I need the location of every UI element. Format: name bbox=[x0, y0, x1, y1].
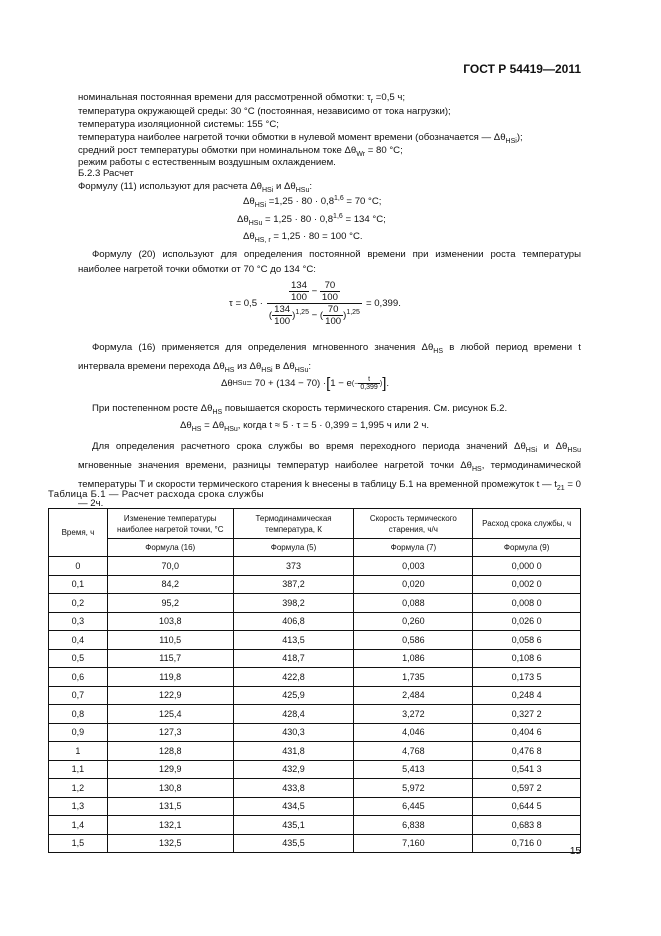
table-cell: 373 bbox=[233, 557, 354, 576]
page-number: 15 bbox=[569, 846, 581, 857]
formula-9-label: Формула (9) bbox=[473, 539, 581, 557]
formula-11-intro: Формулу (11) используют для расчета $\Delta\theta_{HSi}$ и $\Delta\theta_{HSu}$: bbox=[78, 181, 313, 194]
table-cell: 122,9 bbox=[107, 686, 233, 705]
table-cell: 0,716 0 bbox=[473, 834, 581, 853]
table-row bbox=[49, 631, 581, 650]
table-cell: 0,9 bbox=[49, 723, 108, 742]
table-row bbox=[49, 797, 581, 816]
table-cell: 128,8 bbox=[107, 742, 233, 761]
table-cell: 0 bbox=[49, 557, 108, 576]
table-cell: 413,5 bbox=[233, 631, 354, 650]
table-cell: 433,8 bbox=[233, 779, 354, 798]
table-cell: 435,5 bbox=[233, 834, 354, 853]
table-cell: 0,058 6 bbox=[473, 631, 581, 650]
table-cell: 431,8 bbox=[233, 742, 354, 761]
table-cell: 0,026 0 bbox=[473, 612, 581, 631]
table-row bbox=[49, 649, 581, 668]
table-cell: 0,404 6 bbox=[473, 723, 581, 742]
table-intro-text: Для определения расчетного срока службы во время переходного периода значений $\Delta\theta_{HSi}$ и $\Delta\theta_{HSu}$ мгновенные значения времени, разницы температур наиболее нагретой точки $\Delta\theta_{HS}$, термодинамической температуры T и скорости термического старения k внесены в таблицу Б.1 на временной промежуток t — $t_{21} = 0$ — 2ч. bbox=[78, 441, 581, 509]
table-cell: 5,413 bbox=[354, 760, 473, 779]
table-cell: 406,8 bbox=[233, 612, 354, 631]
param-ambient: температура окружающей среды: 30 °С (постоянная, независимо от тока нагрузки); bbox=[78, 106, 451, 117]
table-cell: 103,8 bbox=[107, 612, 233, 631]
table-cell: 0,5 bbox=[49, 649, 108, 668]
table-cell: 7,160 bbox=[354, 834, 473, 853]
document-header: ГОСТ Р 54419—2011 bbox=[463, 62, 581, 76]
table-row bbox=[49, 686, 581, 705]
table-cell: 0,586 bbox=[354, 631, 473, 650]
header-aging-rate: Скорость термического старения, ч/ч bbox=[354, 509, 473, 539]
settling-equation: $\Delta\theta_{HS} = \Delta\theta_{HSu}$, когда t ≈ 5 · τ = 5 · 0,399 = 1,995 ч или 2 ч. bbox=[180, 420, 430, 433]
table-cell: 0,008 0 bbox=[473, 594, 581, 613]
formula-16-label: Формула (16) bbox=[107, 539, 233, 557]
table-row bbox=[49, 723, 581, 742]
table-cell: 0,260 bbox=[354, 612, 473, 631]
table-cell: 5,972 bbox=[354, 779, 473, 798]
param-time-constant: номинальная постоянная времени для рассмотренной обмотки: $\tau_r =0,5$ ч; bbox=[78, 92, 406, 105]
table-cell: 0,6 bbox=[49, 668, 108, 687]
table-row bbox=[49, 742, 581, 761]
table-cell: 428,4 bbox=[233, 705, 354, 724]
header-thermo-temp: Термодинамическая температура, К bbox=[233, 509, 354, 539]
table-row bbox=[49, 760, 581, 779]
table-cell: 430,3 bbox=[233, 723, 354, 742]
table-cell: 0,020 bbox=[354, 575, 473, 594]
table-cell: 0,7 bbox=[49, 686, 108, 705]
table-cell: 1,4 bbox=[49, 816, 108, 835]
table-cell: 0,4 bbox=[49, 631, 108, 650]
table-cell: 387,2 bbox=[233, 575, 354, 594]
table-cell: 0,8 bbox=[49, 705, 108, 724]
table-row bbox=[49, 594, 581, 613]
table-cell: 1,086 bbox=[354, 649, 473, 668]
transient-equation: Δθ HSu = 70 + (134 − 70) · [ 1 − e (− $\frac{t}{0,399}$ ) ] . bbox=[221, 375, 390, 392]
header-life-consumption: Расход срока службы, ч bbox=[473, 509, 581, 539]
table-cell: 132,5 bbox=[107, 834, 233, 853]
table-cell: 2,484 bbox=[354, 686, 473, 705]
table-cell: 418,7 bbox=[233, 649, 354, 668]
tau-main-fraction: $\frac{134}{100}$ − $\frac{70}{100}$ ( $\frac{134}{100}$ )$^{1,25}$ − ( $\frac{70}{100}$ )$^{1,25}$ bbox=[268, 280, 360, 327]
table-cell: 4,768 bbox=[354, 742, 473, 761]
equation-hsr: $\Delta\theta_{HS, r} = 1,25 \cdot 80 = 100$ °С. bbox=[243, 231, 363, 244]
aging-growth-text: При постепенном росте $\Delta\theta_{HS}$ повышается скорость термического старения. См. рисунок Б.2. bbox=[92, 403, 508, 416]
table-cell: 0,327 2 bbox=[473, 705, 581, 724]
table-cell: 0,541 3 bbox=[473, 760, 581, 779]
aging-table bbox=[48, 508, 581, 853]
table-cell: 0,108 6 bbox=[473, 649, 581, 668]
table-cell: 435,1 bbox=[233, 816, 354, 835]
formula-16-text: Формула (16) применяется для определения мгновенного значения $\Delta\theta_{HS}$ в любой период времени t интервала времени перехода $\Delta\theta_{HS}$ из $\Delta\theta_{HSi}$ в $\Delta\theta_{HSu}$: bbox=[78, 342, 581, 374]
table-cell: 0,476 8 bbox=[473, 742, 581, 761]
table-row bbox=[49, 705, 581, 724]
table-cell: 0,248 4 bbox=[473, 686, 581, 705]
equation-hsi: $\Delta\theta_{HSi} =1,25 \cdot 80 \cdot 0,8^{1,6} = 70$ °С; bbox=[243, 195, 382, 210]
table-row bbox=[49, 612, 581, 631]
table-cell: 0,003 bbox=[354, 557, 473, 576]
table-cell: 0,1 bbox=[49, 575, 108, 594]
table-cell: 1 bbox=[49, 742, 108, 761]
table-cell: 0,173 5 bbox=[473, 668, 581, 687]
table-row bbox=[49, 816, 581, 835]
table-cell: 0,683 8 bbox=[473, 816, 581, 835]
table-cell: 1,2 bbox=[49, 779, 108, 798]
param-cooling: режим работы с естественным воздушным охлаждением. bbox=[78, 157, 336, 168]
table-row bbox=[49, 779, 581, 798]
formula-7-label: Формула (7) bbox=[354, 539, 473, 557]
param-winding-rise: средний рост температуры обмотки при номинальном токе $\Delta\theta_{Wr} = 80$ °С; bbox=[78, 145, 403, 158]
table-cell: 432,9 bbox=[233, 760, 354, 779]
table-cell: 0,002 0 bbox=[473, 575, 581, 594]
table-cell: 70,0 bbox=[107, 557, 233, 576]
table-cell: 0,088 bbox=[354, 594, 473, 613]
table-cell: 131,5 bbox=[107, 797, 233, 816]
formula-5-label: Формула (5) bbox=[233, 539, 354, 557]
table-cell: 84,2 bbox=[107, 575, 233, 594]
table-cell: 3,272 bbox=[354, 705, 473, 724]
table-cell: 132,1 bbox=[107, 816, 233, 835]
table-cell: 115,7 bbox=[107, 649, 233, 668]
table-cell: 1,3 bbox=[49, 797, 108, 816]
table-row bbox=[49, 575, 581, 594]
table-cell: 1,735 bbox=[354, 668, 473, 687]
table-caption: Таблица Б.1 — Расчет расхода срока службы bbox=[48, 489, 264, 500]
table-cell: 0,2 bbox=[49, 594, 108, 613]
table-row bbox=[49, 834, 581, 853]
table-cell: 6,838 bbox=[354, 816, 473, 835]
table-cell: 398,2 bbox=[233, 594, 354, 613]
table-cell: 6,445 bbox=[354, 797, 473, 816]
table-cell: 0,3 bbox=[49, 612, 108, 631]
table-cell: 0,000 0 bbox=[473, 557, 581, 576]
table-cell: 119,8 bbox=[107, 668, 233, 687]
param-insulation: температура изоляционной системы: 155 °С; bbox=[78, 119, 279, 130]
table-row bbox=[49, 557, 581, 576]
table-cell: 434,5 bbox=[233, 797, 354, 816]
table-cell: 0,597 2 bbox=[473, 779, 581, 798]
table-cell: 422,8 bbox=[233, 668, 354, 687]
table-cell: 110,5 bbox=[107, 631, 233, 650]
equation-hsu: $\Delta\theta_{HSu} = 1,25 \cdot 80 \cdot 0,8^{1,6} = 134$ °С; bbox=[237, 213, 386, 228]
table-cell: 125,4 bbox=[107, 705, 233, 724]
formula-20-text: Формулу (20) используют для определения постоянной времени при изменении роста температуры наиболее нагретой точки обмотки от 70 °С до 134 °С: bbox=[78, 249, 581, 275]
param-initial-hotspot: температура наиболее нагретой точки обмотки в нулевой момент времени (обозначается — $\Delta\theta_{HSi}$); bbox=[78, 132, 523, 145]
table-cell: 127,3 bbox=[107, 723, 233, 742]
table-row bbox=[49, 668, 581, 687]
section-heading: Б.2.3 Расчет bbox=[78, 168, 134, 179]
table-cell: 130,8 bbox=[107, 779, 233, 798]
header-time: Время, ч bbox=[49, 509, 108, 557]
tau-equation: τ = 0,5 · $\frac{134}{100}$ − $\frac{70}{100}$ ( $\frac{134}{100}$ )$^{1,25}$ − ( $\frac{70}{100}$ )$^{1,25}$ = 0,399. bbox=[229, 280, 401, 327]
table-cell: 4,046 bbox=[354, 723, 473, 742]
table-cell: 1,5 bbox=[49, 834, 108, 853]
table-cell: 95,2 bbox=[107, 594, 233, 613]
table-cell: 1,1 bbox=[49, 760, 108, 779]
table-cell: 425,9 bbox=[233, 686, 354, 705]
table-cell: 0,644 5 bbox=[473, 797, 581, 816]
table-cell: 129,9 bbox=[107, 760, 233, 779]
header-hotspot-change: Изменение температуры наиболее нагретой точки, °С bbox=[107, 509, 233, 539]
